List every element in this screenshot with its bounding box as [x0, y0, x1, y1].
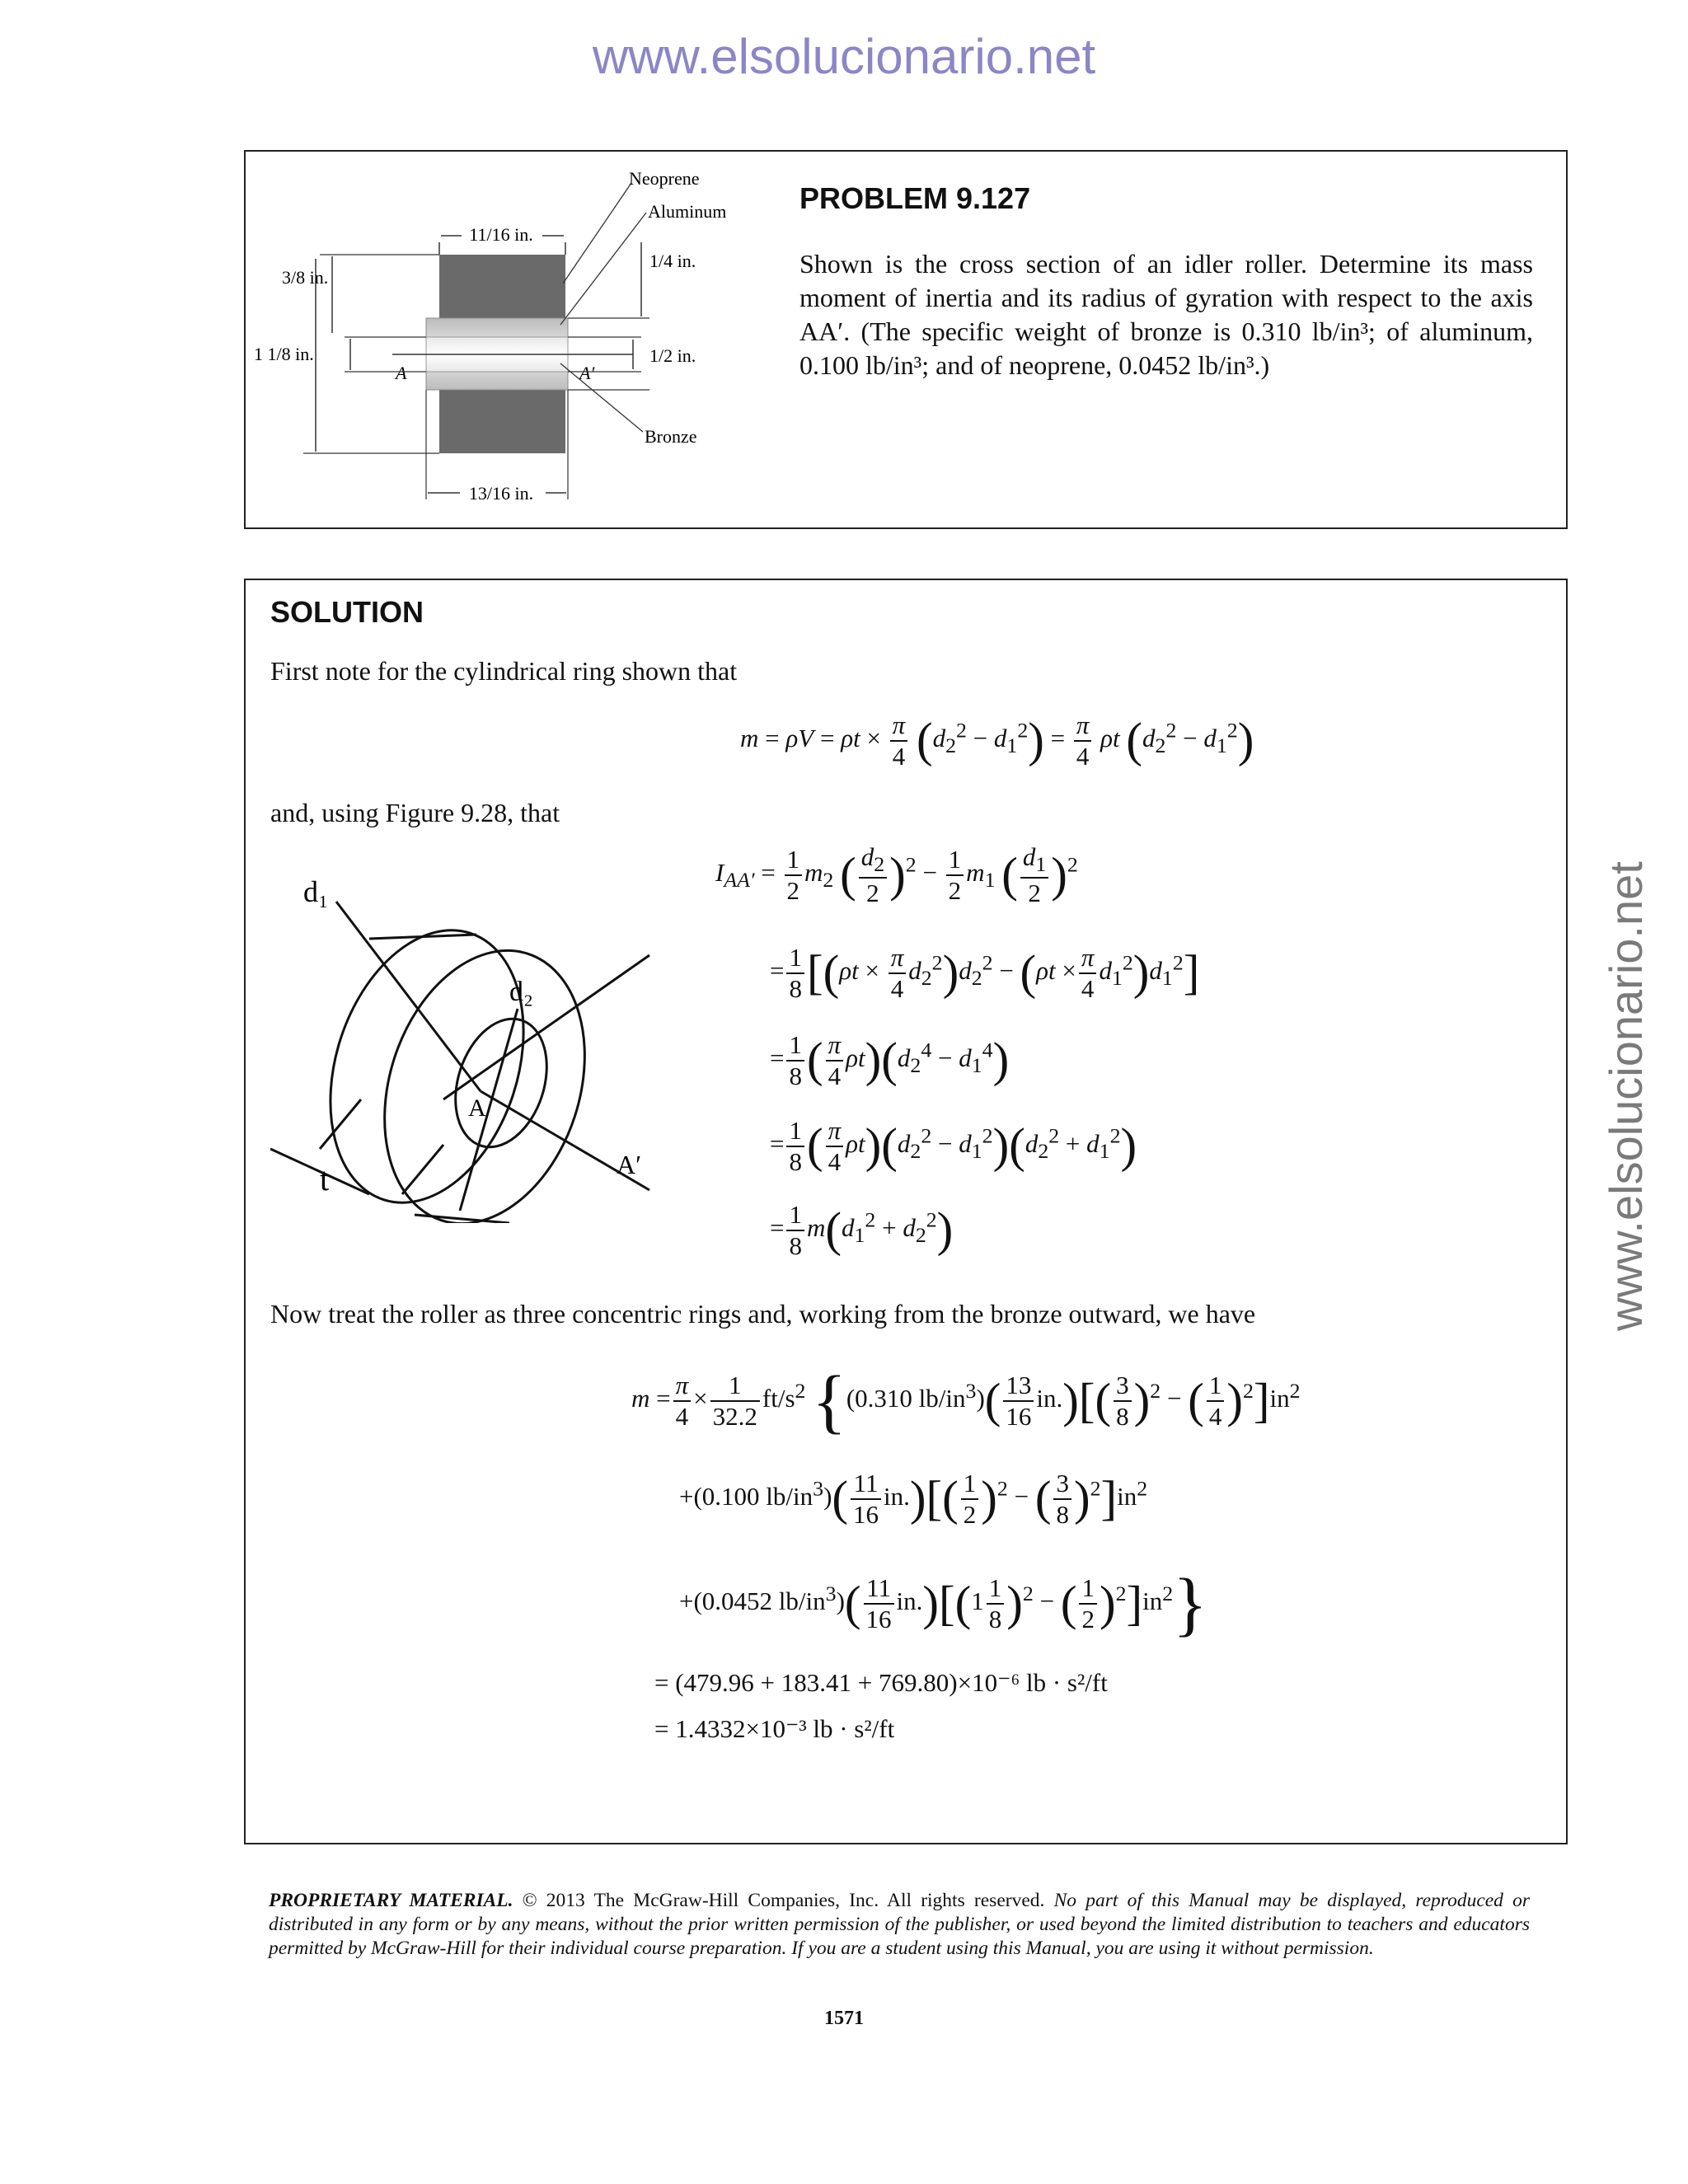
- watermark-top[interactable]: www.elsolucionario.net: [592, 29, 1096, 84]
- sketch-label-d1: d₁: [303, 877, 329, 908]
- footer-normal: © 2013 The McGraw-Hill Companies, Inc. All rights reserved.: [522, 1890, 1045, 1911]
- fig-dim-1-1-8: 1 1/8 in.: [254, 344, 314, 364]
- equation-mass-ring: m = ρV = ρt × $\frac{\pi}{4}$ $(d_2^2 - d_1^2)$ = $\frac{\pi}{4}$ ρt $(d_2^2 - d_1^2)$: [740, 710, 1254, 771]
- fig-label-a: A: [396, 363, 407, 383]
- fig-dim-11-16: 11/16 in.: [469, 224, 533, 245]
- equation-mass-sum: = (479.96 + 183.41 + 769.80)×10⁻⁶ lb · s²/ft: [654, 1668, 1108, 1697]
- solution-using-figure: and, using Figure 9.28, that: [270, 798, 560, 827]
- fig-label-bronze: Bronze: [645, 426, 697, 447]
- solution-box: [244, 579, 1568, 1844]
- equation-mass-1: m = $\frac{\pi}{4}$ × $\frac{1}{32.2}$ $ft/s^2$ {(0.310 $lb/in^3$)( $\frac{13}{16}$ in.)[( $\frac{3}{8}$ )$^2$ − ( $\frac{1}{4}$ )$^2]in^2$: [631, 1361, 1301, 1441]
- equation-mass-2: +(0.100 $lb/in^3$)( $\frac{11}{16}$ in.)[( $\frac{1}{2}$ )$^2$ − ( $\frac{3}{8}$ )$^2]in^2$: [679, 1469, 1148, 1529]
- equation-inertia-2: = $\frac{1}{8}$ [(ρt × $\frac{\pi}{4}$ $d_2^2)d_2^2 - (\rho t$ × $\frac{\pi}{4}$ $d_1^2)d_1^2$]: [770, 943, 1200, 1003]
- sketch-label-a: A: [468, 1094, 486, 1122]
- watermark-side[interactable]: www.elsolucionario.net: [1600, 861, 1652, 1331]
- proprietary-footer: [269, 1889, 1530, 1961]
- fig-label-a-prime: A′: [579, 363, 595, 383]
- footer-italic: No part of this Manual may be displayed, reproduced or distributed in any form or by any means, without the prior written permission of the publisher, or used beyond the limited distribution to teachers and educators permitted by McGraw-Hill for their individual course preparation. If you are a student using this Manual, you are using it without permission.: [269, 1890, 1531, 1959]
- fig-label-neoprene: Neoprene: [629, 168, 700, 189]
- problem-text: Shown is the cross section of an idler roller. Determine its mass moment of inertia and its radius of gyration with respect to the axis AA′. (The specific weight of bronze is 0.310 lb/in³; of aluminum, 0.100 lb/in³; and of neoprene, 0.0452 lb/in³.): [799, 249, 1533, 380]
- equation-inertia-1: $I_{AA'}$ = $\frac{1}{2}$ $m_2$ ( $\frac{d_2}{2}$ )$^2$ − $\frac{1}{2}$ $m_1$ ( $\frac{d_1}{2}$ )$^2$: [715, 842, 1078, 907]
- roller-cross-section-figure: [254, 160, 765, 523]
- solution-now-treat: Now treat the roller as three concentric rings and, working from the bronze outward, we have: [270, 1299, 1256, 1329]
- footer-bold: PROPRIETARY MATERIAL.: [269, 1890, 513, 1911]
- equation-inertia-3: = $\frac{1}{8}$ ( $\frac{\pi}{4}$ $\rho t)(d_2^4 - d_1^4)$: [770, 1030, 1010, 1090]
- equation-mass-result: = 1.4332×10⁻³ lb · s²/ft: [654, 1714, 895, 1743]
- ring-sketch: [270, 877, 666, 1223]
- sketch-label-t: t: [320, 1160, 330, 1197]
- sketch-label-d2: d₂: [509, 977, 533, 1007]
- sketch-label-a-prime: A′: [617, 1150, 642, 1179]
- page-number: 1571: [824, 2008, 864, 2029]
- problem-box: [244, 150, 1568, 529]
- fig-dim-1-2: 1/2 in.: [649, 345, 696, 366]
- fig-dim-3-8: 3/8 in.: [282, 267, 329, 288]
- fig-label-aluminum: Aluminum: [648, 201, 727, 222]
- equation-inertia-5: = $\frac{1}{8}$ $m(d_1^2 + d_2^2)$: [770, 1200, 954, 1260]
- equation-inertia-4: = $\frac{1}{8}$ ( $\frac{\pi}{4}$ $\rho t)(d_2^2 - d_1^2)(d_2^2 + d_1^2)$: [770, 1116, 1137, 1176]
- fig-dim-13-16: 13/16 in.: [468, 483, 534, 504]
- solution-intro: First note for the cylindrical ring shown that: [270, 656, 738, 686]
- problem-title: PROBLEM 9.127: [799, 181, 1031, 215]
- fig-dim-1-4: 1/4 in.: [649, 251, 696, 271]
- solution-title: SOLUTION: [270, 595, 424, 629]
- equation-mass-3: +(0.0452 $lb/in^3$)( $\frac{11}{16}$ in.)[(1 $\frac{1}{8}$ )$^2$ − ( $\frac{1}{2}$ )$^2]in^2$}: [679, 1564, 1207, 1643]
